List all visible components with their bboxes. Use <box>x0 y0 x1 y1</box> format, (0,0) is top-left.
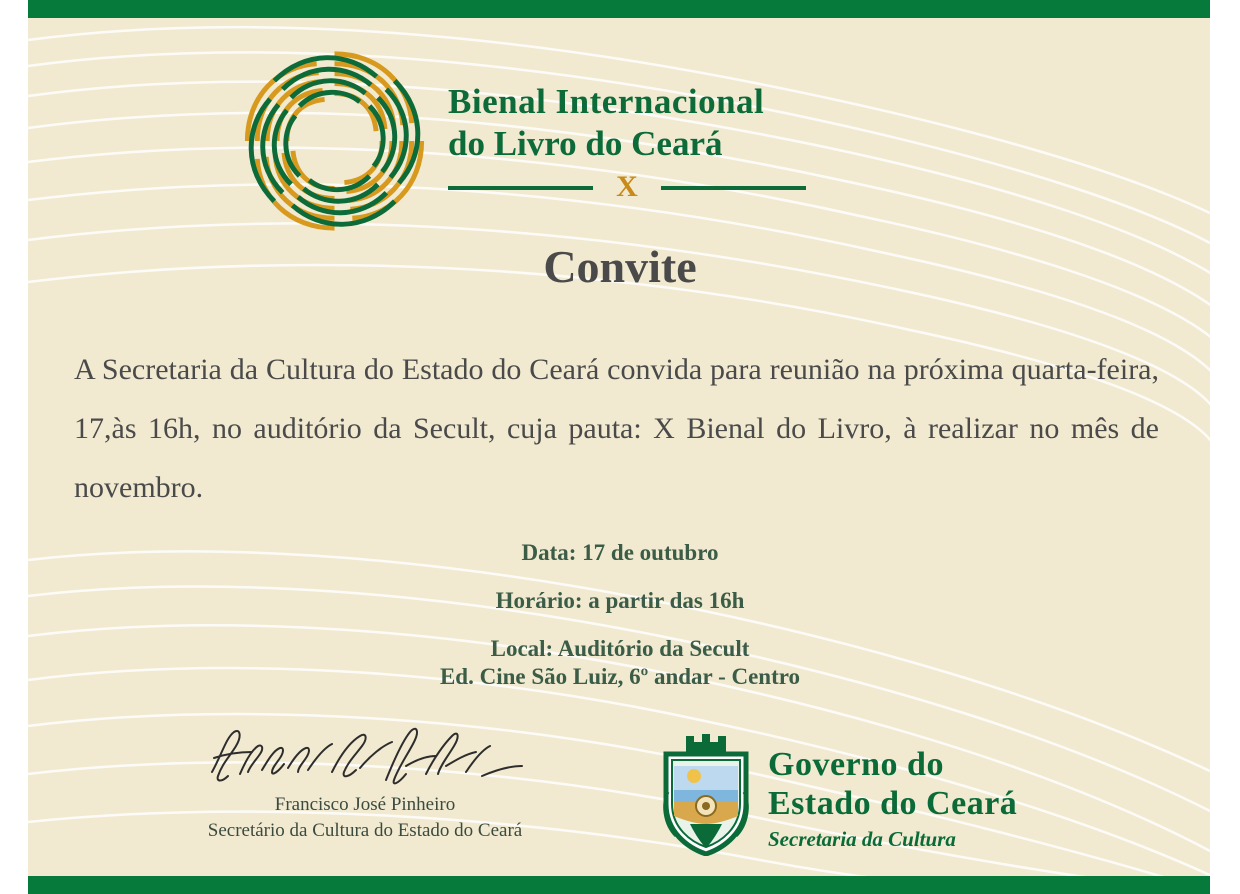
gov-line-2: Estado do Ceará <box>768 785 1018 822</box>
detail-address: Ed. Cine São Luiz, 6º andar - Centro <box>439 664 801 689</box>
event-wordmark <box>448 82 828 203</box>
gov-line-3: Secretaria da Cultura <box>768 827 956 851</box>
rule-right <box>661 186 806 190</box>
detail-time: Horário: a partir das 16h <box>495 588 745 613</box>
wordmark-rule <box>448 170 806 203</box>
edition-number: X <box>616 170 638 203</box>
invitation-paragraph: A Secretaria da Cultura do Estado do Ceará convida para reunião na próxima quarta-feira, 17,às 16h, no auditório da Secult, cuja pauta: X Bienal do Livro, à realizar no mês de novembro. <box>74 353 1159 504</box>
signature-block <box>180 720 550 844</box>
government-wordmark <box>768 746 1098 852</box>
wordmark-line-1: Bienal Internacional <box>448 82 765 121</box>
event-details <box>0 540 1240 690</box>
rule-left <box>448 186 593 190</box>
signatory-name: Francisco José Pinheiro <box>274 794 456 815</box>
wordmark-line-2: do Livro do Ceará <box>448 124 723 163</box>
signatory-role: Secretário da Cultura do Estado do Ceará <box>207 820 523 841</box>
detail-date: Data: 17 de outubro <box>521 540 719 565</box>
ceara-coat-of-arms-icon <box>660 732 752 856</box>
gov-line-1: Governo do <box>768 746 944 783</box>
detail-place: Local: Auditório da Secult <box>490 636 750 661</box>
top-green-bar <box>28 0 1210 18</box>
page-title: Convite <box>543 241 697 292</box>
government-logo <box>660 728 1100 868</box>
bottom-green-bar <box>28 876 1210 894</box>
event-header <box>0 24 1240 234</box>
signature-icon <box>200 720 530 792</box>
bienal-pinwheel-logo-icon <box>232 42 437 240</box>
handwritten-signature <box>180 720 550 792</box>
